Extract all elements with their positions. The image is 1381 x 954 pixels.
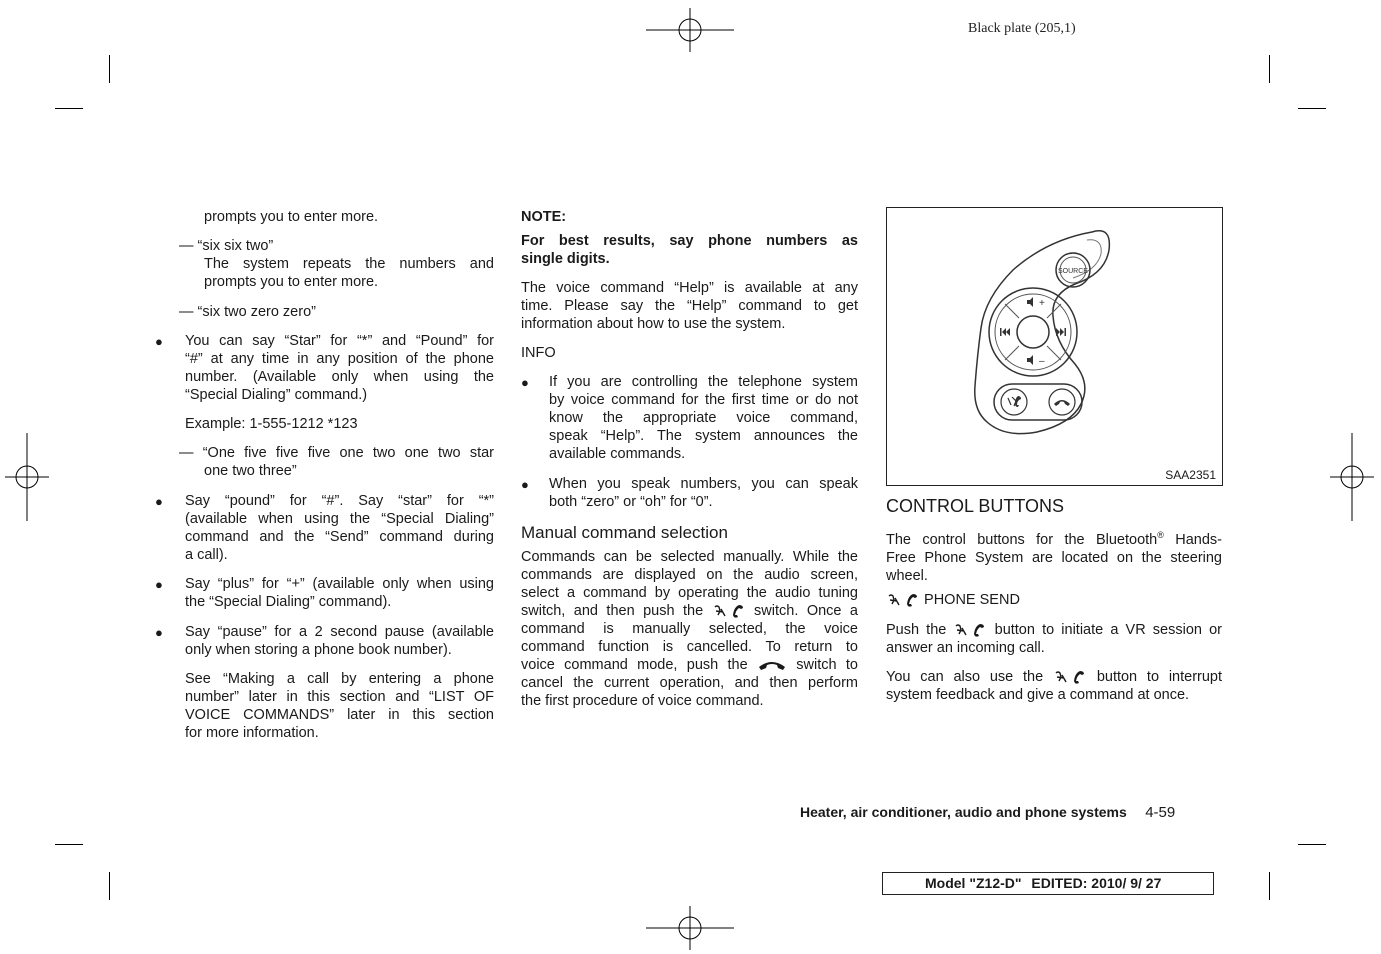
- dash-item: — “One five five five one two one two star: [179, 445, 494, 461]
- text-line: wheel.: [886, 567, 928, 584]
- text-fragment: voice command mode, push the: [521, 657, 748, 673]
- text-fragment: Hands-: [1163, 531, 1222, 548]
- text-line: information about how to use the system.: [521, 316, 786, 332]
- text-line: prompts you to enter more.: [204, 274, 379, 290]
- model-box: [882, 872, 1214, 895]
- text-line: For best results, say phone numbers as: [521, 233, 858, 249]
- bullet-item: [185, 623, 494, 659]
- previous-track-icon: [1000, 328, 1010, 336]
- text-line: “#” at any time in any position of the phone: [185, 351, 494, 367]
- source-label: SOURCE: [1058, 268, 1088, 275]
- text-line: system feedback and give a command at once.: [886, 687, 1190, 703]
- bullet-icon: ●: [155, 625, 163, 640]
- example-text: Example: 1-555-1212 *123: [185, 416, 358, 432]
- text-line: answer an incoming call.: [886, 640, 1045, 656]
- svg-text:+: +: [1039, 298, 1045, 309]
- text-line: You can say “Star” for “*” and “Pound” for: [185, 333, 494, 349]
- text-line: only when storing a phone book number).: [185, 642, 452, 658]
- plate-label: Black plate (205,1): [968, 21, 1076, 36]
- figure-id: SAA2351: [1165, 468, 1216, 482]
- text-line: Say “pound” for “#”. Say “star” for “*”: [185, 493, 494, 509]
- talk-phone-icon: [953, 622, 987, 638]
- bullet-icon: ●: [155, 577, 163, 592]
- text-line: The voice command “Help” is available at any: [521, 280, 858, 296]
- model-label: Model: [925, 875, 966, 891]
- text-line: commands are displayed on the audio screen,: [521, 567, 858, 583]
- see-also-paragraph: [185, 670, 494, 742]
- phone-end-icon: [757, 658, 787, 672]
- text-line: When you speak numbers, you can speak: [549, 476, 858, 492]
- bullet-item: [185, 492, 494, 564]
- text-line: Free Phone System are located on the steering: [886, 549, 1222, 566]
- text-line: [886, 526, 1222, 549]
- section-title: Heater, air conditioner, audio and phone systems: [800, 804, 1127, 820]
- text-line: a call).: [185, 547, 228, 563]
- talk-phone-icon: [712, 603, 746, 619]
- text-line: [886, 621, 1222, 639]
- text-fragment: switch, and then push the: [521, 603, 704, 619]
- text-line: [521, 656, 858, 674]
- text-line: select a command by operating the audio tuning: [521, 585, 858, 601]
- bullet-icon: ●: [155, 494, 163, 509]
- text-fragment: button to interrupt: [1096, 669, 1223, 685]
- text-line: cancel the current operation, and then perform: [521, 675, 858, 691]
- text-line: speak “Help”. The system announces the: [549, 428, 858, 444]
- manual-heading: Manual command selection: [521, 523, 728, 542]
- push-paragraph: [886, 621, 1222, 657]
- registration-mark-top: [646, 8, 734, 52]
- info-label: INFO: [521, 345, 556, 361]
- note-title: NOTE:: [521, 209, 567, 225]
- phone-send-text: PHONE SEND: [924, 592, 1020, 608]
- text-line: “Special Dialing” command.): [185, 387, 368, 403]
- text-line: single digits.: [521, 251, 610, 267]
- text-fragment: switch. Once a: [754, 603, 858, 619]
- bullet-icon: ●: [155, 334, 163, 349]
- page-number: 4-59: [1145, 804, 1176, 821]
- volume-up-icon: [1027, 297, 1045, 309]
- steering-switch-figure: [886, 207, 1223, 486]
- talk-phone-icon: [1053, 669, 1087, 685]
- dash-item: — “six two zero zero”: [179, 304, 316, 320]
- note-body: [521, 232, 858, 268]
- registered-mark: ®: [1157, 530, 1164, 540]
- text-line: the first procedure of voice command.: [521, 693, 764, 709]
- text-line: command function is cancelled. To return to: [521, 639, 858, 655]
- text-line: command and the “Send” command during: [185, 529, 494, 545]
- running-footer: [800, 804, 1175, 822]
- bullet-item: [549, 373, 858, 463]
- text-line: know the appropriate voice command,: [549, 410, 858, 426]
- text-fragment: You can also use the: [886, 669, 1044, 685]
- text-line: one two three”: [204, 463, 297, 479]
- edited-date: EDITED: 2010/ 9/ 27: [1031, 875, 1162, 891]
- text-fragment: Push the: [886, 622, 947, 638]
- text-line: If you are controlling the telephone system: [549, 374, 858, 390]
- text-line: both “zero” or “oh” for “0”.: [549, 494, 713, 510]
- steering-switch-illustration: [887, 208, 1222, 485]
- phone-end-icon: [1054, 400, 1070, 406]
- text-line: by voice command for the first time or do not: [549, 392, 858, 408]
- bullet-item: [549, 475, 858, 511]
- text-line: for more information.: [185, 725, 319, 741]
- text-line: See “Making a call by entering a phone: [185, 671, 494, 687]
- text-line: (available when using the “Special Dialing”: [185, 511, 494, 527]
- manual-paragraph: [521, 548, 858, 710]
- text-line: the “Special Dialing” command).: [185, 594, 392, 610]
- text-line: available commands.: [549, 446, 686, 462]
- bullet-item: [185, 575, 494, 611]
- model-code: "Z12-D": [969, 875, 1022, 891]
- text-line: [521, 602, 858, 620]
- text-line: command is manually selected, the voice: [521, 621, 858, 637]
- text-line: The system repeats the numbers and: [204, 256, 494, 272]
- bullet-icon: ●: [521, 477, 529, 492]
- interrupt-paragraph: [886, 668, 1222, 704]
- text-line: Say “plus” for “+” (available only when using: [185, 576, 494, 592]
- registration-mark-right: [1330, 433, 1374, 521]
- phone-send-label: [886, 591, 1020, 609]
- talk-phone-icon: [1008, 396, 1021, 407]
- registration-mark-bottom: [646, 906, 734, 950]
- svg-text:–: –: [1039, 356, 1045, 367]
- text-fragment: The control buttons for the Bluetooth: [886, 531, 1158, 548]
- text-line: number” later in this section and “LIST OF: [185, 689, 494, 705]
- bullet-icon: ●: [521, 375, 529, 390]
- text-line: VOICE COMMANDS” later in this section: [185, 707, 494, 723]
- dash-item: — “six six two”: [179, 238, 274, 254]
- control-buttons-paragraph: [886, 526, 1222, 585]
- text-line: Commands can be selected manually. While the: [521, 549, 858, 565]
- volume-down-icon: [1027, 355, 1045, 367]
- text-line: [886, 668, 1222, 686]
- talk-phone-icon: [886, 592, 920, 608]
- text-fragment: switch to: [796, 657, 858, 673]
- registration-mark-left: [5, 433, 49, 521]
- text-line: time. Please say the “Help” command to get: [521, 298, 858, 314]
- control-buttons-heading: CONTROL BUTTONS: [886, 496, 1065, 516]
- text-line: prompts you to enter more.: [204, 209, 379, 225]
- help-paragraph: [521, 279, 858, 333]
- text-fragment: button to initiate a VR session or: [994, 622, 1222, 638]
- bullet-item: [185, 332, 494, 404]
- text-line: number. (Available only when using the: [185, 369, 494, 385]
- text-line: Say “pause” for a 2 second pause (available: [185, 624, 494, 640]
